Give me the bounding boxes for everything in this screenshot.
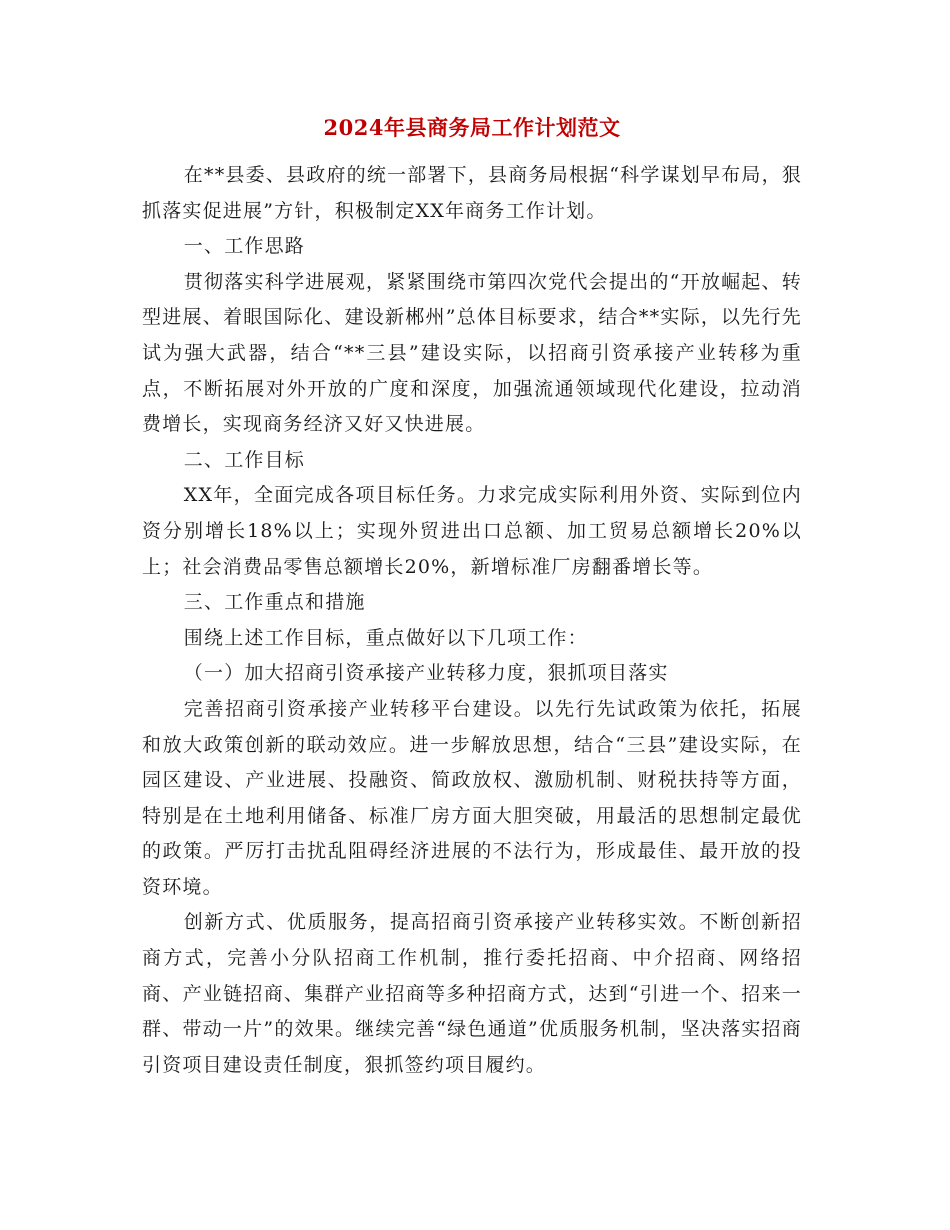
section2-heading: 二、工作目标 [183,448,305,471]
section1-paragraph: 贯彻落实科学进展观，紧紧围绕市第四次党代会提出的“开放崛起、转型进展、着眼国际化、建设新郴州”总体目标要求，结合**实际，以先行先试为强大武器，结合“**三县”建设实际，以招商引资承接产业转移为重点，不断拓展对外开放的广度和深度，加强流通领域现代化建设，拉动消费增长，实现商务经济又好又快进展。 [142,270,802,436]
subsection1-paragraph-2: 创新方式、优质服务，提高招商引资承接产业转移实效。不断创新招商方式，完善小分队招商工作机制，推行委托招商、中介招商、网络招商、产业链招商、集群产业招商等多种招商方式，达到“引进一个、招来一群、带动一片”的效果。继续完善“绿色通道”优质服务机制，坚决落实招商引资项目建设责任制度，狠抓签约项目履约。 [142,911,802,1076]
section3-heading: 三、工作重点和措施 [183,591,366,614]
section3-lead-paragraph: 围绕上述工作目标，重点做好以下几项工作： [183,626,588,649]
subsection1-heading: （一）加大招商引资承接产业转移力度，狠抓项目落实 [183,662,669,685]
intro-paragraph: 在**县委、县政府的统一部署下，县商务局根据“科学谋划早布局，狠抓落实促进展”方针，积极制定XX年商务工作计划。 [142,164,802,222]
document-title: 2024年县商务局工作计划范文 [323,115,621,140]
section1-heading: 一、工作思路 [183,235,305,258]
subsection1-paragraph-1: 完善招商引资承接产业转移平台建设。以先行先试政策为依托，拓展和放大政策创新的联动效应。进一步解放思想，结合“三县”建设实际，在园区建设、产业进展、投融资、简政放权、激励机制、财税扶持等方面，特别是在土地利用储备、标准厂房方面大胆突破，用最活的思想制定最优的政策。严厉打击扰乱阻碍经济进展的不法行为，形成最佳、最开放的投资环境。 [142,697,802,898]
document-page [142,112,802,1083]
section2-paragraph: XX年，全面完成各项目标任务。力求完成实际利用外资、实际到位内资分别增长18%以上；实现外贸进出口总额、加工贸易总额增长20%以上；社会消费品零售总额增长20%，新增标准厂房翻番增长等。 [142,484,802,578]
